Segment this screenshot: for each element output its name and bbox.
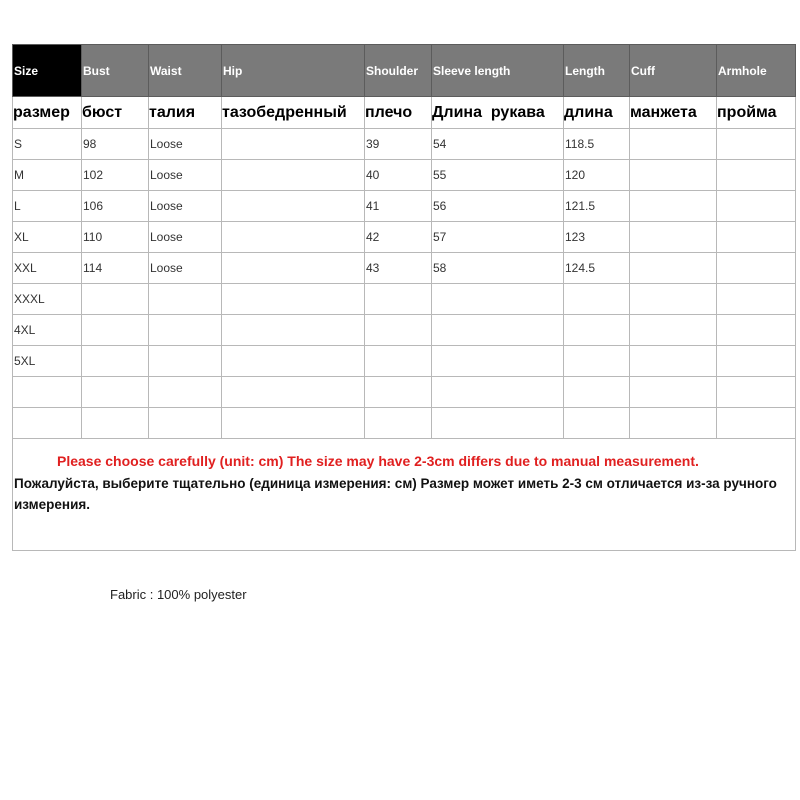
cell-waist (149, 346, 222, 377)
header-size: Size (13, 45, 82, 97)
header-sleeve-length: Sleeve length (432, 45, 564, 97)
cell-shoulder: 43 (365, 253, 432, 284)
cell-size: 5XL (13, 346, 82, 377)
cell-bust: 98 (82, 129, 149, 160)
cell-length (564, 346, 630, 377)
cell-sleeve-length: 57 (432, 222, 564, 253)
cell-shoulder: 39 (365, 129, 432, 160)
cell-bust: 110 (82, 222, 149, 253)
cell-bust (82, 377, 149, 408)
size-row (13, 346, 796, 377)
size-row (13, 408, 796, 439)
cell-waist (149, 408, 222, 439)
cell-bust (82, 284, 149, 315)
cell-hip (222, 191, 365, 222)
cell-waist: Loose (149, 222, 222, 253)
cell-sleeve-length: 54 (432, 129, 564, 160)
cell-hip (222, 160, 365, 191)
note-english: Please choose carefully (unit: cm) The size may have 2-3cm differs due to manual measurement. (57, 453, 699, 469)
cell-waist (149, 284, 222, 315)
cell-length (564, 284, 630, 315)
size-row (13, 191, 796, 222)
cell-bust: 102 (82, 160, 149, 191)
cell-hip (222, 253, 365, 284)
cell-hip (222, 346, 365, 377)
header-ru-shoulder: плечо (365, 97, 432, 129)
header-ru-cuff: манжета (630, 97, 717, 129)
cell-armhole (717, 346, 796, 377)
cell-sleeve-length (432, 408, 564, 439)
measurement-note-row (13, 439, 796, 551)
cell-armhole (717, 129, 796, 160)
cell-shoulder (365, 408, 432, 439)
header-ru-size: размер (13, 97, 82, 129)
measurement-note (13, 439, 796, 551)
header-ru-sleeve-length: Длина рукава (432, 97, 564, 129)
cell-length: 123 (564, 222, 630, 253)
cell-size (13, 377, 82, 408)
size-chart-table (12, 44, 796, 551)
cell-hip (222, 129, 365, 160)
cell-sleeve-length (432, 284, 564, 315)
cell-hip (222, 222, 365, 253)
cell-length: 124.5 (564, 253, 630, 284)
cell-armhole (717, 408, 796, 439)
cell-cuff (630, 408, 717, 439)
cell-waist (149, 377, 222, 408)
cell-shoulder (365, 315, 432, 346)
cell-shoulder: 41 (365, 191, 432, 222)
cell-sleeve-length: 58 (432, 253, 564, 284)
cell-cuff (630, 284, 717, 315)
english-header-row (13, 45, 796, 97)
cell-armhole (717, 377, 796, 408)
header-bust: Bust (82, 45, 149, 97)
cell-armhole (717, 160, 796, 191)
size-row (13, 253, 796, 284)
cell-shoulder (365, 346, 432, 377)
cell-waist: Loose (149, 160, 222, 191)
cell-sleeve-length (432, 377, 564, 408)
cell-waist: Loose (149, 191, 222, 222)
cell-armhole (717, 284, 796, 315)
cell-cuff (630, 315, 717, 346)
header-length: Length (564, 45, 630, 97)
cell-length: 120 (564, 160, 630, 191)
header-cuff: Cuff (630, 45, 717, 97)
cell-sleeve-length (432, 315, 564, 346)
cell-size: 4XL (13, 315, 82, 346)
cell-hip (222, 408, 365, 439)
cell-size: M (13, 160, 82, 191)
cell-bust (82, 346, 149, 377)
cell-size: XL (13, 222, 82, 253)
size-row (13, 160, 796, 191)
cell-size: L (13, 191, 82, 222)
cell-hip (222, 284, 365, 315)
cell-size: XXXL (13, 284, 82, 315)
cell-size: S (13, 129, 82, 160)
cell-bust: 114 (82, 253, 149, 284)
cell-sleeve-length (432, 346, 564, 377)
fabric-composition: Fabric : 100% polyester (110, 587, 247, 602)
cell-length (564, 408, 630, 439)
cell-armhole (717, 191, 796, 222)
header-ru-armhole: пройма (717, 97, 796, 129)
size-row (13, 284, 796, 315)
cell-armhole (717, 222, 796, 253)
cell-armhole (717, 253, 796, 284)
header-ru-hip: тазобедренный (222, 97, 365, 129)
cell-length (564, 377, 630, 408)
cell-bust (82, 315, 149, 346)
cell-length: 121.5 (564, 191, 630, 222)
size-row (13, 222, 796, 253)
header-hip: Hip (222, 45, 365, 97)
cell-shoulder (365, 284, 432, 315)
cell-waist: Loose (149, 129, 222, 160)
cell-length (564, 315, 630, 346)
cell-size: XXL (13, 253, 82, 284)
cell-bust: 106 (82, 191, 149, 222)
cell-size (13, 408, 82, 439)
size-row (13, 377, 796, 408)
cell-length: 118.5 (564, 129, 630, 160)
cell-cuff (630, 377, 717, 408)
cell-waist: Loose (149, 253, 222, 284)
cell-sleeve-length: 55 (432, 160, 564, 191)
cell-cuff (630, 346, 717, 377)
size-chart-body (13, 129, 796, 439)
header-ru-length: длина (564, 97, 630, 129)
cell-sleeve-length: 56 (432, 191, 564, 222)
cell-cuff (630, 222, 717, 253)
header-armhole: Armhole (717, 45, 796, 97)
header-waist: Waist (149, 45, 222, 97)
cell-shoulder: 40 (365, 160, 432, 191)
cell-shoulder (365, 377, 432, 408)
header-ru-waist: талия (149, 97, 222, 129)
cell-cuff (630, 129, 717, 160)
cell-hip (222, 377, 365, 408)
cell-cuff (630, 191, 717, 222)
cell-armhole (717, 315, 796, 346)
cell-shoulder: 42 (365, 222, 432, 253)
russian-header-row (13, 97, 796, 129)
note-russian: Пожалуйста, выберите тщательно (единица измерения: см) Размер может иметь 2-3 см отличается из-за ручного измерения. (14, 476, 777, 512)
size-row (13, 315, 796, 346)
cell-bust (82, 408, 149, 439)
size-row (13, 129, 796, 160)
header-ru-bust: бюст (82, 97, 149, 129)
cell-waist (149, 315, 222, 346)
cell-cuff (630, 253, 717, 284)
cell-hip (222, 315, 365, 346)
cell-cuff (630, 160, 717, 191)
header-shoulder: Shoulder (365, 45, 432, 97)
